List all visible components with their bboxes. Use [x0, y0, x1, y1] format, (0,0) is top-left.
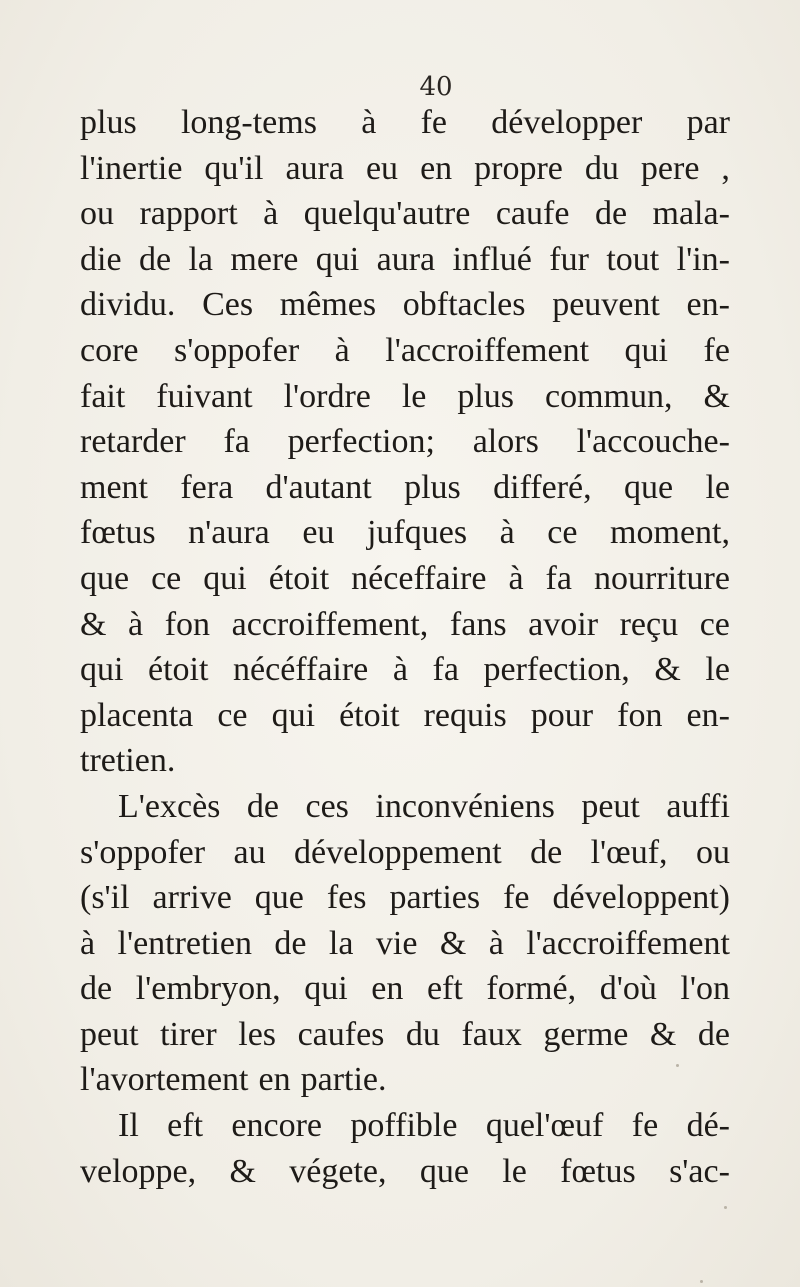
word: L'excès [118, 787, 221, 825]
word: eu [302, 514, 335, 552]
word: Ces [202, 286, 254, 324]
word: partie. [300, 1061, 387, 1099]
word: auffi [666, 787, 730, 825]
word: parties [389, 879, 481, 917]
word: fœtus [80, 514, 156, 552]
text-line [80, 784, 730, 830]
word: perfection, [483, 651, 630, 689]
word: peut [581, 787, 640, 825]
text-line [80, 100, 730, 146]
word: ou [80, 195, 114, 233]
word: propre [474, 149, 563, 187]
text-line [80, 966, 730, 1012]
word: en- [686, 286, 730, 324]
word: à [508, 559, 524, 597]
word: l'avortement [80, 1061, 249, 1099]
text-line [80, 921, 730, 967]
paper-speck [724, 1206, 727, 1209]
word: la [328, 924, 354, 962]
word: core [80, 331, 139, 369]
word: de [697, 1015, 730, 1053]
word: qui [203, 559, 247, 597]
word: qu'il [204, 149, 264, 187]
word: influé [452, 240, 532, 278]
word: commun, [545, 377, 673, 415]
text-line [80, 282, 730, 328]
word: requis [423, 696, 507, 734]
text-line [80, 1057, 730, 1103]
word: fes [326, 879, 367, 917]
text-line [80, 556, 730, 602]
word: mere [230, 240, 299, 278]
word: mêmes [279, 286, 377, 324]
word: fon [164, 605, 211, 643]
word: de [80, 970, 113, 1008]
word: s'oppofer [80, 833, 206, 871]
word: fans [449, 605, 507, 643]
word: à [361, 104, 377, 141]
word: en [420, 149, 453, 187]
word: l'embryon, [135, 970, 281, 1008]
word: la [188, 240, 213, 278]
word: à [80, 924, 96, 962]
word: fa [223, 423, 250, 461]
word: développent) [552, 879, 730, 917]
word: formé, [486, 970, 577, 1008]
word: & [649, 1015, 677, 1053]
word: n'aura [188, 514, 270, 552]
word: alors [472, 423, 539, 461]
word: à [128, 605, 144, 643]
word: fe [631, 1107, 659, 1145]
word: les [238, 1015, 277, 1053]
word: moment, [610, 514, 730, 552]
word: quel'œuf [485, 1107, 604, 1145]
word: ce [151, 559, 182, 597]
page-number: 40 [419, 72, 453, 102]
word: développement [294, 833, 502, 871]
word: que [419, 1152, 469, 1190]
word: du [405, 1015, 440, 1053]
paper-speck [700, 1280, 703, 1283]
word: au [233, 833, 266, 871]
word: végete, [289, 1152, 387, 1190]
word: peut [80, 1015, 139, 1053]
text-line [80, 647, 730, 693]
word: caufes [297, 1015, 385, 1053]
body-text [80, 100, 730, 1194]
word: eft [426, 970, 463, 1008]
word: arrive [152, 879, 232, 917]
word: à [488, 924, 504, 962]
word: nourriture [593, 559, 730, 597]
text-line [80, 191, 730, 237]
text-line [80, 510, 730, 556]
word: quelqu'autre [303, 195, 471, 233]
text-line [80, 830, 730, 876]
word: pour [530, 696, 594, 734]
word: que [80, 559, 130, 597]
word: accroiffement, [231, 605, 429, 643]
word: en [371, 970, 404, 1008]
word: differé, [493, 468, 592, 506]
word: & [80, 605, 107, 643]
word: d'où [599, 970, 657, 1008]
word: fait [80, 377, 126, 415]
word: caufe [495, 195, 570, 233]
word: que [254, 879, 304, 917]
word: l'on [680, 970, 730, 1008]
word: rapport [139, 195, 238, 233]
word: d'autant [265, 468, 372, 506]
word: l'entretien [117, 924, 253, 962]
word: que [623, 468, 674, 506]
word: obftacles [402, 286, 526, 324]
text-line [80, 328, 730, 374]
word: pere [640, 149, 700, 187]
word: le [502, 1152, 527, 1190]
word: ce [547, 514, 578, 552]
word: poffible [350, 1107, 458, 1145]
word: & [703, 377, 730, 415]
word: en [258, 1061, 291, 1099]
word: plus [80, 104, 137, 141]
word: à [263, 195, 279, 233]
word: fuivant [156, 377, 253, 415]
word: ce [699, 605, 730, 643]
word: & [229, 1152, 256, 1190]
word: l'inertie [80, 149, 183, 187]
text-line [80, 602, 730, 648]
text-line [80, 1103, 730, 1149]
word: s'ac- [669, 1152, 730, 1190]
word: le [401, 377, 427, 415]
word: tout [606, 240, 660, 278]
word: mala- [652, 195, 730, 233]
word: de [530, 833, 563, 871]
word: qui [624, 331, 668, 369]
word: reçu [619, 605, 679, 643]
word: de [594, 195, 628, 233]
word: fe [503, 879, 530, 917]
text-line [80, 374, 730, 420]
word: , [721, 149, 730, 187]
word: fera [180, 468, 234, 506]
word: plus [404, 468, 461, 506]
word: à [334, 331, 350, 369]
text-line [80, 738, 730, 784]
word: l'accroiffement [385, 331, 590, 369]
word: étoit [268, 559, 330, 597]
word: long-tems [180, 104, 317, 141]
word: veloppe, [80, 1152, 197, 1190]
word: ces [305, 787, 349, 825]
word: étoit [339, 696, 400, 734]
word: aura [376, 240, 436, 278]
word: l'œuf, [590, 833, 668, 871]
word: avoir [528, 605, 599, 643]
word: qui [271, 696, 316, 734]
word: encore [231, 1107, 323, 1145]
word: fa [432, 651, 459, 689]
word: nécéffaire [233, 651, 369, 689]
word: vie [375, 924, 418, 962]
word: fa [545, 559, 572, 597]
word: faux [461, 1015, 522, 1053]
word: de [138, 240, 172, 278]
word: tirer [160, 1015, 217, 1053]
text-line [80, 465, 730, 511]
word: fur [549, 240, 589, 278]
word: jufques [366, 514, 468, 552]
word: fœtus [560, 1152, 636, 1190]
text-line [80, 875, 730, 921]
text-line [80, 419, 730, 465]
word: en- [686, 696, 730, 734]
word: placenta [80, 696, 194, 734]
word: dividu. [80, 286, 176, 324]
word: l'accroiffement [526, 924, 730, 962]
text-line [80, 1149, 730, 1195]
word: (s'il [80, 879, 130, 917]
word: retarder [80, 423, 186, 461]
word: l'in- [676, 240, 730, 278]
word: de [246, 787, 279, 825]
word: étoit [148, 651, 209, 689]
word: le [705, 651, 730, 689]
word: & [439, 924, 467, 962]
text-line [80, 237, 730, 283]
word: qui [304, 970, 348, 1008]
word: ou [695, 833, 730, 871]
word: à [392, 651, 408, 689]
word: à [499, 514, 515, 552]
word: plus [457, 377, 515, 415]
word: l'accouche- [576, 423, 730, 461]
word: par [686, 104, 730, 141]
word: die [80, 240, 122, 278]
word: dé- [686, 1107, 730, 1145]
word: développer [491, 104, 643, 141]
word: peuvent [552, 286, 660, 324]
word: tretien. [80, 742, 176, 780]
word: ment [80, 468, 148, 506]
word: du [584, 149, 619, 187]
word: de [274, 924, 307, 962]
word: fe [703, 331, 730, 369]
text-line [80, 693, 730, 739]
word: fe [420, 104, 447, 141]
word: l'ordre [283, 377, 371, 415]
paper-speck [676, 1064, 679, 1067]
word: germe [543, 1015, 629, 1053]
word: le [705, 468, 730, 506]
word: ce [217, 696, 248, 734]
word: aura [285, 149, 344, 187]
word: fon [617, 696, 663, 734]
word: & [654, 651, 681, 689]
word: eu [365, 149, 399, 187]
word: qui [80, 651, 124, 689]
word: s'oppofer [174, 331, 300, 369]
word: inconvéniens [375, 787, 555, 825]
text-line [80, 1012, 730, 1058]
word: perfection; [287, 423, 435, 461]
word: eft [167, 1107, 204, 1145]
word: néceffaire [351, 559, 487, 597]
text-line [80, 146, 730, 192]
word: qui [315, 240, 360, 278]
word: Il [118, 1107, 139, 1145]
